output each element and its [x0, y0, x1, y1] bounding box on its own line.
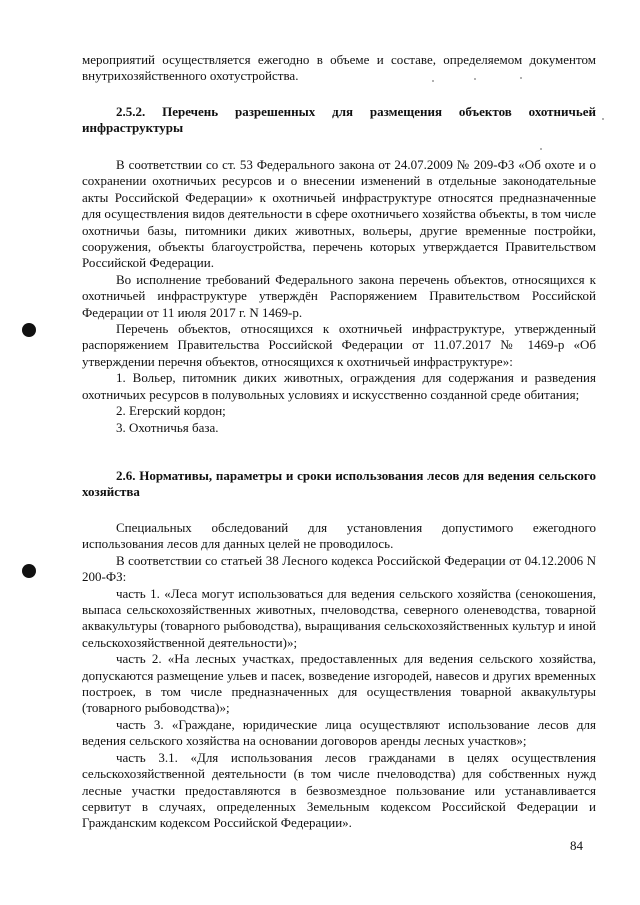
- punch-hole: [22, 564, 36, 578]
- scan-speck: [602, 118, 604, 120]
- top-paragraph: [82, 52, 596, 85]
- section-title: 2.5.2. Перечень разрешенных для размещения объектов охотничьей инфраструктуры: [82, 104, 596, 136]
- paragraph: мероприятий осуществляется ежегодно в объеме и составе, определяемом документом внутрихозяйственного охотустройства.: [82, 52, 596, 84]
- paragraph: часть 2. «На лесных участках, предоставленных для ведения сельского хозяйства, допускаются размещение ульев и пасек, возведение изгородей, навесов и других временных построек, в том числе предназначенных для осуществления товарной аквакультуры (товарного рыбоводства)»;: [82, 651, 596, 716]
- scan-speck: [432, 80, 434, 82]
- list-item: 1. Вольер, питомник диких животных, ограждения для содержания и разведения охотничьих ресурсов в полувольных условиях и искусственно созданной среде обитания;: [82, 370, 596, 402]
- scan-speck: [474, 78, 476, 80]
- paragraph: Специальных обследований для установления допустимого ежегодного использования лесов для данных целей не проводилось.: [82, 520, 596, 552]
- section-2-5-2-body: [82, 157, 596, 436]
- paragraph: часть 3. «Граждане, юридические лица осуществляют использование лесов для ведения сельского хозяйства на основании договоров аренды лесных участков»;: [82, 716, 596, 749]
- scan-speck: [520, 77, 522, 79]
- section-2-5-2-heading: [82, 104, 596, 137]
- section-2-6-body: [82, 520, 596, 832]
- paragraph: Во исполнение требований Федерального закона перечень объектов, относящихся к охотничьей инфраструктуре утверждён Распоряжением Правительством Российской Федерации от 11 июля 2017 г. N 1469-р.: [82, 271, 596, 320]
- section-2-6-heading: [82, 468, 596, 501]
- list-item: 3. Охотничья база.: [116, 419, 219, 435]
- punch-hole: [22, 323, 36, 337]
- paragraph: В соответствии со ст. 53 Федерального закона от 24.07.2009 № 209-ФЗ «Об охоте и о сохранении охотничьих ресурсов и о внесении изменений в отдельные законодательные акты Российской Федерации» к охотничьей инфраструктуре относятся предназначенные для осуществления видов деятельности в сфере охотничьего хозяйства объекты, в том числе охотничьи базы, питомники диких животных, вольеры, другие временные постройки, сооружения, объекты благоустройства, перечень которых утверждается Правительством Российской Федерации.: [82, 157, 596, 271]
- scan-speck: [540, 148, 542, 150]
- list-item: 2. Егерский кордон;: [116, 403, 226, 419]
- section-title: 2.6. Нормативы, параметры и сроки использования лесов для ведения сельского хозяйства: [82, 468, 596, 500]
- paragraph: В соответствии со статьей 38 Лесного кодекса Российской Федерации от 04.12.2006 N 200-ФЗ:: [82, 552, 596, 585]
- paragraph: часть 1. «Леса могут использоваться для ведения сельского хозяйства (сенокошения, выпаса сельскохозяйственных животных, пчеловодства, северного оленеводства, товарной аквакультуры (товарного рыбоводства), выращивания сельскохозяйственных культур и иной сельскохозяйственной деятельности)»;: [82, 585, 596, 650]
- paragraph: Перечень объектов, относящихся к охотничьей инфраструктуре, утвержденный распоряжением Правительства Российской Федерации от 11.07.2017 № 1469-р «Об утверждении перечня объектов, относящихся к охотничьей инфраструктуре»:: [82, 321, 596, 369]
- page-number: 84: [570, 838, 583, 853]
- paragraph: часть 3.1. «Для использования лесов гражданами в целях осуществления сельскохозяйственной деятельности (в том числе пчеловодства) для собственных нужд лесные участки предоставляются в безвозмездное пользование или устанавливается сервитут в случаях, определенных Земельным кодексом Российской Федерации и Гражданским кодексом Российской Федерации».: [82, 749, 596, 831]
